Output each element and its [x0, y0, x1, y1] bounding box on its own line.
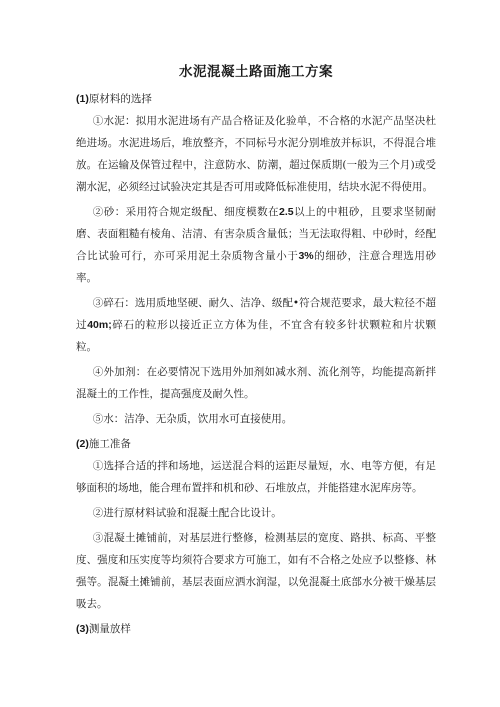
paragraph-text: 以上的中粗砂，且要求坚韧耐磨、表面粗糙有棱角、洁清、有害杂质含量低；当无法取得粗、中砂时，经配合比试验可行，亦可采用泥土杂质物含量小于 — [76, 206, 436, 262]
paragraph-bold-value: 2.5 — [279, 206, 294, 218]
section-label: 原材料的选择 — [88, 93, 152, 105]
paragraph-text: ⑤水：洁净、无杂质，饮用水可直接使用。 — [92, 413, 293, 425]
paragraph-base-prep — [76, 527, 436, 615]
paragraph-text: ④外加剂：在必要情况下选用外加剂如减水剂、流化剂等，均能提高新拌混凝土的工作性，提高强度及耐久性。 — [76, 366, 436, 400]
paragraph-mix-design — [76, 502, 436, 524]
paragraph-site — [76, 455, 436, 499]
section-heading-2 — [76, 433, 436, 455]
paragraph-text: ③混凝土摊铺前，对基层进行整修，检测基层的宽度、路拱、标高、平整度、强度和压实度等均须符合要求方可施工，如有不合格之处应予以整修、林强等。混凝土摊铺前，基层表面应洒水润湿，以免混凝土底部水分被干燥基层吸去。 — [76, 532, 436, 610]
paragraph-text: ①选择合适的拌和场地，运送混合料的运距尽量短，水、电等方便，有足够面积的场地，能合理布置拌和机和砂、石堆放点，并能搭建水泥库房等。 — [76, 460, 436, 494]
section-label: 测量放样 — [88, 623, 131, 635]
paragraph-text: 的细砂，注意合理选用砂率。 — [76, 250, 437, 284]
section-number: (1) — [76, 93, 89, 105]
paragraph-water — [76, 408, 436, 430]
paragraph-gravel — [76, 292, 436, 358]
paragraph-bold-value: 3% — [298, 250, 314, 262]
paragraph-admixture — [76, 361, 436, 405]
section-number: (2) — [76, 438, 89, 450]
paragraph-text: 碎石的粒形以接近正立方体为佳，不宜含有较多针状颗粒和片状颗粒。 — [76, 319, 437, 353]
paragraph-sand — [76, 201, 436, 289]
section-label: 施工准备 — [88, 438, 131, 450]
paragraph-bold-value: 40m; — [87, 319, 112, 331]
paragraph-text: ②砂：采用符合规定级配、细度模数在 — [92, 206, 279, 218]
paragraph-text: ②进行原材料试验和混凝土配合比设计。 — [92, 507, 282, 519]
document-title: 水泥混凝土路面施工方案 — [179, 64, 333, 80]
section-heading-1 — [76, 88, 436, 110]
paragraph-cement — [76, 110, 436, 198]
section-number: (3) — [76, 623, 89, 635]
paragraph-text: ①水泥：拟用水泥进场有产品合格证及化验单，不合格的水泥产品坚决杜绝进场。水泥进场后，堆放整齐，不同标号水泥分别堆放并标识，不得混合堆放。在运输及保管过程中，注意防水、防潮，超过保质期(一般为三个月)或受潮水泥，必须经过试验决定其是否可用或降低标准使用，结块水泥不得使用。 — [76, 115, 436, 193]
paragraph-text: ③碎石：选用质地坚硬、耐久、洁净、级配•符合规范要求，最大粒径不超过 — [76, 297, 436, 331]
section-heading-3 — [76, 618, 436, 640]
